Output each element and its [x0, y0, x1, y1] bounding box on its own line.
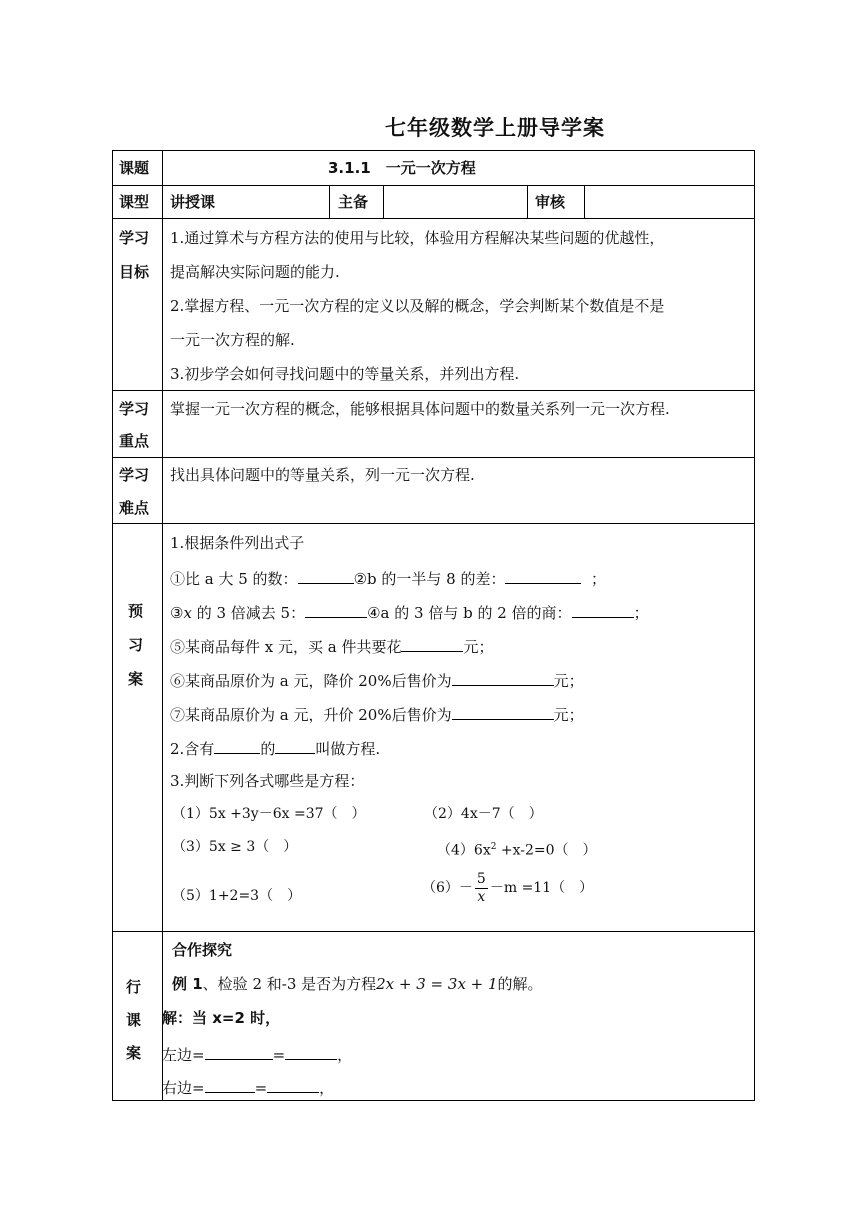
solution-intro: 解：当 x=2 时， — [162, 1009, 281, 1027]
difficulty-text: 找出具体问题中的等量关系，列一元一次方程. — [170, 466, 475, 484]
goals-line-2: 提高解决实际问题的能力. — [170, 263, 340, 281]
document-title: 七年级数学上册导学案 — [385, 116, 605, 140]
preview-label-1: 预 — [128, 602, 144, 620]
difficulty-label-2: 难点 — [119, 499, 150, 517]
q2-line: 2.含有 的 叫做方程. — [170, 737, 380, 759]
answer-blank[interactable] — [572, 601, 634, 618]
q1-line-2: ③x 的 3 倍减去 5： ④a 的 3 倍与 b 的 2 倍的商： ； — [170, 601, 649, 623]
judge-item-5: （5）1+2=3（ ） — [172, 888, 302, 904]
key-points-text: 掌握一元一次方程的概念，能够根据具体问题中的数量关系列一元一次方程. — [170, 400, 670, 418]
q1-line-1: ①比 a 大 5 的数： ②b 的一半与 8 的差： ； — [170, 567, 606, 589]
answer-blank[interactable] — [205, 1076, 255, 1093]
goals-label-2: 目标 — [119, 263, 150, 281]
author-label: 主备 — [338, 193, 369, 211]
goals-line-1: 1.通过算术与方程方法的使用与比较，体验用方程解决某些问题的优越性， — [170, 229, 665, 247]
goals-label-1: 学习 — [119, 229, 150, 247]
key-label-2: 重点 — [119, 432, 150, 450]
class-label-2: 课 — [126, 1011, 142, 1029]
review-label: 审核 — [535, 193, 566, 211]
q3-title: 3.判断下列各式哪些是方程： — [170, 772, 365, 790]
goals-line-5: 3.初步学会如何寻找问题中的等量关系，并列出方程. — [170, 365, 520, 383]
class-label-3: 案 — [126, 1044, 142, 1062]
difficulty-label-1: 学习 — [119, 466, 150, 484]
answer-blank[interactable] — [214, 737, 260, 754]
q1-title: 1.根据条件列出式子 — [170, 534, 305, 552]
answer-blank[interactable] — [298, 567, 354, 584]
answer-blank[interactable] — [305, 601, 367, 618]
type-value: 讲授课 — [170, 193, 216, 211]
judge-item-1: （1）5x +3y－6x =37（ ） — [172, 806, 366, 822]
answer-blank[interactable] — [452, 669, 554, 686]
answer-blank[interactable] — [267, 1076, 319, 1093]
type-label: 课型 — [119, 193, 150, 211]
q1-line-5: ⑦某商品原价为 a 元，升价 20%后售价为 元； — [170, 703, 584, 725]
answer-blank[interactable] — [452, 703, 554, 720]
judge-item-2: （2）4x－7（ ） — [424, 806, 543, 822]
right-side-line: 右边= = ， — [162, 1076, 334, 1098]
answer-blank[interactable] — [275, 737, 315, 754]
topic-label: 课题 — [119, 159, 150, 177]
class-label-1: 行 — [126, 978, 142, 996]
judge-item-6: （6）－ $\frac{5}{x}$ －m =11（ ） — [422, 870, 594, 905]
left-side-line: 左边= = ， — [162, 1043, 352, 1065]
judge-item-4: $(4)6x^2 +x-2=0$（ ） — [437, 842, 597, 859]
answer-blank[interactable] — [505, 567, 581, 584]
example-1: 例 1、检验 2 和-3 是否为方程2x + 3 = 3x + 1的解。 — [172, 975, 543, 993]
answer-blank[interactable] — [285, 1043, 337, 1060]
topic-value: 3.1.1 一元一次方程 — [328, 159, 476, 177]
answer-blank[interactable] — [205, 1043, 273, 1060]
key-label-1: 学习 — [119, 400, 150, 418]
q1-line-4: ⑥某商品原价为 a 元，降价 20%后售价为 元； — [170, 669, 584, 691]
answer-blank[interactable] — [401, 635, 463, 652]
preview-label-2: 习 — [128, 636, 144, 654]
judge-item-3: （3）5x ≥ 3（ ） — [172, 839, 298, 855]
section-heading: 合作探究 — [172, 941, 233, 959]
q1-line-3: ⑤某商品每件 x 元，买 a 件共要花 元； — [170, 635, 494, 657]
goals-line-4: 一元一次方程的解. — [170, 331, 295, 349]
goals-line-3: 2.掌握方程、一元一次方程的定义以及解的概念，学会判断某个数值是不是 — [170, 297, 665, 315]
preview-label-3: 案 — [128, 670, 144, 688]
